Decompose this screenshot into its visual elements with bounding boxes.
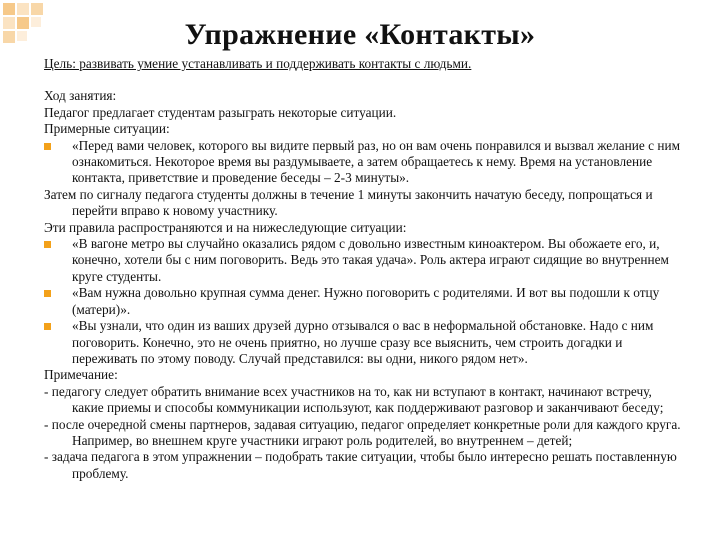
list-item xyxy=(44,236,684,285)
after-first-text: Затем по сигналу педагога студенты должны в течение 1 минуты закончить начатую беседу, попрощаться и перейти вправо к новому участнику. xyxy=(44,186,653,219)
list-item xyxy=(44,318,684,367)
notes-header: Примечание: xyxy=(44,367,118,383)
list-item xyxy=(44,138,684,187)
note-item: - задача педагога в этом упражнении – подобрать такие ситуации, чтобы было интересно решать поставленную проблему. xyxy=(44,449,677,481)
list-item xyxy=(44,285,684,318)
rules-extend-text: Эти правила распространяются и на нижеследующие ситуации: xyxy=(44,219,407,235)
course-header: Ход занятия: xyxy=(44,88,117,104)
page-title: Упражнение «Контакты» xyxy=(184,18,536,51)
note-item: - педагогу следует обратить внимание всех участников на то, как ни вступают в контакт, начинают встречу, какие приемы и способы коммуникации используют, как поддерживают разговор и заканчивают беседу; xyxy=(44,383,664,416)
bullet-text: «Вам нужна довольно крупная сумма денег. Нужно поговорить с родителями. И вот вы подошли к отцу (матери)». xyxy=(72,285,660,317)
intro-text: Педагог предлагает студентам разыграть некоторые ситуации. xyxy=(44,104,397,120)
examples-header: Примерные ситуации: xyxy=(44,121,170,137)
bullet-text: «Вы узнали, что один из ваших друзей дурно отзывался о вас в неформальной обстановке. Надо с ним поговорить. Конечно, это не очень приятно, но лучше сразу все выяснить, чем строить догадки и переживать по этому поводу. Случай представился: вы одни, никого рядом нет». xyxy=(72,318,654,366)
square-bullet-icon xyxy=(44,290,51,297)
square-bullet-icon xyxy=(44,323,51,330)
square-bullet-icon xyxy=(44,143,51,150)
bullet-text: «Перед вами человек, которого вы видите первый раз, но он вам очень понравился и вызвал желание с ним ознакомиться. Некоторое время вы раздумываете, а затем обращаетесь к нему. Время на установление контакта, приветствие и проведение беседы – 2-3 минуты». xyxy=(72,137,681,186)
goal-text: Цель: развивать умение устанавливать и поддерживать контакты с людьми. xyxy=(44,56,472,71)
document-body xyxy=(44,56,684,482)
note-item: - после очередной смены партнеров, задавая ситуацию, педагог определяет конкретные роли для каждого круга. Например, во внешнем круге участники играют роль родителей, во внутреннем – детей; xyxy=(44,416,681,448)
square-bullet-icon xyxy=(44,241,51,248)
bullet-text: «В вагоне метро вы случайно оказались рядом с довольно известным киноактером. Вы обожаете его, и, конечно, хотели бы с ним поговорить. Ведь это такая удача». Роль актера играют сидящие во внутреннем круге студенты. xyxy=(72,236,669,284)
